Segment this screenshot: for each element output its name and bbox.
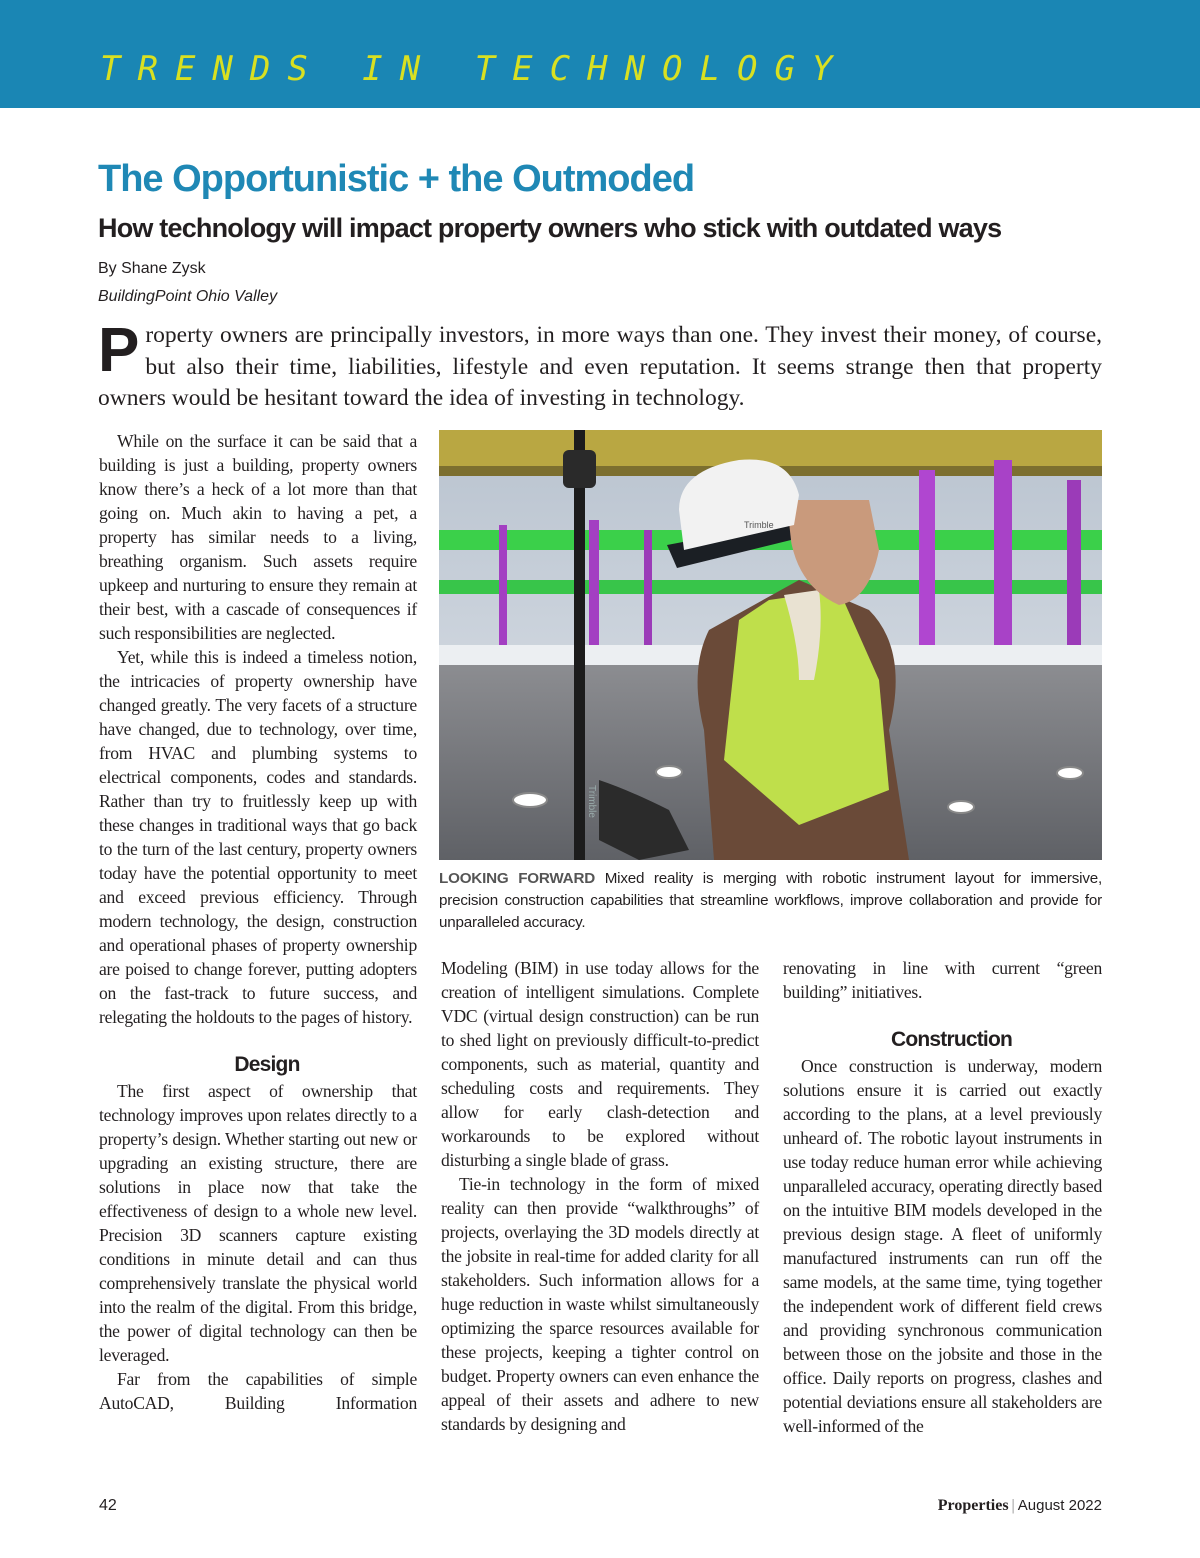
section-heading-design: Design: [234, 1053, 300, 1076]
body-paragraph: The first aspect of ownership that technology improves upon relates directly to a property’s design. Whether starting out new or upgrading an existing structure, there are solutions in place now that take the effectiveness of design to a whole new level. Precision 3D scanners capture existing conditions in minute detail and can thus comprehensively translate the physical world into the realm of the digital. From this bridge, the power of digital technology can then be leveraged.: [99, 1081, 417, 1365]
body-paragraph: renovating in line with current “green building” initiatives.: [783, 958, 1102, 1002]
column-middle: [441, 956, 759, 1436]
issue-date: August 2022: [1017, 1497, 1102, 1514]
body-paragraph: Far from the capabilities of simple AutoCAD, Building Information: [99, 1369, 417, 1413]
body-paragraph: Yet, while this is indeed a timeless notion, the intricacies of property ownership have changed greatly. The very facets of a structure have changed, due to technology, over time, from HVAC and plumbing systems to electrical components, codes and standards. Rather than try to fruitlessly keep up with these changes in traditional ways that go back to the turn of the last century, property owners today have the potential opportunity to meet and exceed previous efficiency. Through modern technology, the design, construction and operational phases of property ownership are poised to change forever, putting adopters on the fast-track to future success, and relegating the holdouts to the pages of history.: [99, 647, 417, 1027]
footer-separator: |: [1011, 1497, 1015, 1514]
photo-caption: [439, 868, 1102, 934]
body-paragraph: Once construction is underway, modern solutions ensure it is carried out exactly according to the plans, at a level previously unheard of. The robotic layout instruments in use today reduce human error while achieving unparalleled accuracy, operating directly based on the intuitive BIM models developed in the previous design stage. A fleet of uniformly manufactured instruments can run off the same models, at the same time, tying together the independent work of different field crews and providing synchronous communication between those on the jobsite and those in the office. Daily reports on progress, clashes and potential deviations ensure all stakeholders are well-informed of the: [783, 1056, 1102, 1436]
caption-lead: LOOKING FORWARD: [439, 870, 595, 887]
body-paragraph: While on the surface it can be said that a building is just a building, property owners know there’s a heck of a lot more than that going on. Much akin to having a pet, a property has similar needs to a living, breathing organism. Such assets require upkeep and nurturing to ensure they remain at their best, with a cascade of consequences if such responsibilities are neglected.: [99, 431, 417, 643]
pole-brand-label: Trimble: [586, 785, 597, 818]
body-paragraph: Tie-in technology in the form of mixed reality can then provide “walkthroughs” of projects, overlaying the 3D models directly at the jobsite in real-time for added clarity for all stakeholders. Such information allows for a huge reduction in waste whilst simultaneously optimizing the sparce resources available for these projects, keeping a tighter control on budget. Property owners can even enhance the appeal of their assets and adhere to new standards by designing and: [441, 1174, 759, 1434]
column-left: [99, 429, 417, 1415]
hardhat-brand-label: Trimble: [744, 520, 774, 530]
construction-worker-photo: [439, 430, 1102, 860]
caption-text: Mixed reality is merging with robotic instrument layout for immersive, precision construction capabilities that streamline workflows, improve collaboration and provide for unparalleled accuracy.: [439, 870, 1102, 931]
body-paragraph: Modeling (BIM) in use today allows for the creation of intelligent simulations. Complete VDC (virtual design construction) can be run to shed light on previously difficult-to-predict components, such as material, quantity and scheduling costs and requirements. They allow for early clash-detection and workarounds to be explored without disturbing a single blade of grass.: [441, 958, 759, 1170]
section-banner: [0, 0, 1200, 108]
publication-footer: [938, 1495, 1102, 1517]
section-heading-construction: Construction: [890, 1028, 1013, 1051]
drop-cap: P: [98, 316, 140, 385]
intro-text: roperty owners are principally investors, in more ways than one. They invest their money, of course, but also their time, liabilities, lifestyle and even reputation. It seems strange then that property owners would be hesitant toward the idea of investing in technology.: [98, 322, 1102, 411]
byline: By Shane Zysk: [98, 260, 206, 277]
article-subtitle: How technology will impact property owners who stick with outdated ways: [98, 213, 1002, 243]
page-number: 42: [99, 1497, 117, 1514]
section-title: TRENDS IN TECHNOLOGY: [100, 49, 850, 89]
column-right: [783, 956, 1102, 1438]
article-title: The Opportunistic + the Outmoded: [98, 158, 695, 200]
author-affiliation: BuildingPoint Ohio Valley: [98, 288, 278, 305]
publication-name: Properties: [937, 1497, 1009, 1514]
article-photo: [439, 430, 1102, 860]
intro-paragraph: [98, 316, 1102, 415]
